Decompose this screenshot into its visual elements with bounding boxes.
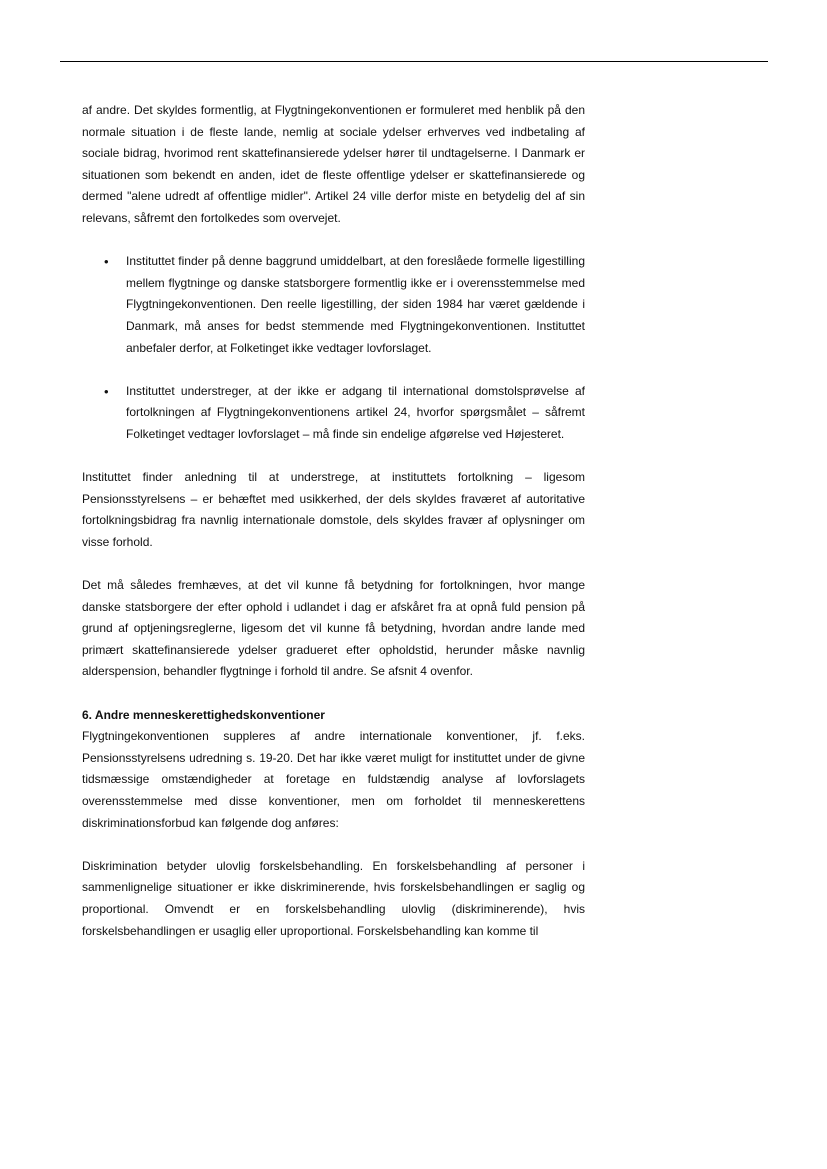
paragraph-emphasis: Det må således fremhæves, at det vil kunne få betydning for fortolkningen, hvor mange danske statsborgere der efter ophold i udlandet i dag er afskåret fra at opnå fuld pension på grund af optjeningsreglerne, ligesom det vil kunne få betydning, hvordan andre lande med primært skattefinansierede ydelser gradueret efter opholdstid, herunder måske navnlig alderspension, behandler flygtninge i forhold til andre. Se afsnit 4 ovenfor. [82, 578, 585, 679]
list-item [82, 251, 585, 359]
document-body [82, 100, 585, 942]
bullet-text: Instituttet understreger, at der ikke er adgang til international domstolsprøvelse af fortolkningen af Flygtningekonventionens artikel 24, hvorfor spørgsmålet – såfremt Folketinget vedtager lovforslaget – må finde sin endelige afgørelse ved Højesteret. [126, 383, 585, 441]
paragraph-discrimination: Diskrimination betyder ulovlig forskelsbehandling. En forskelsbehandling af personer i sammenlignelige situationer er ikke diskriminerende, hvis forskelsbehandlingen er saglig og proportional. Omvendt er en forskelsbehandling ulovlig (diskriminerende), hvis forskelsbehandlingen er usaglig eller uproportional. Forskelsbehandling kan komme til [82, 858, 585, 938]
bullet-text: Instituttet finder på denne baggrund umiddelbart, at den foreslåede formelle ligestilling mellem flygtninge og danske statsborgere formentlig ikke er i overensstemmelse med Flygtningekonventionen. Den reelle ligestilling, der siden 1984 har været gældende i Danmark, må anses for bedst stemmende med Flygtningekonventionen. Instituttet anbefaler derfor, at Folketinget ikke vedtager lovforslaget. [126, 254, 585, 355]
bullet-icon: • [104, 254, 109, 270]
paragraph-intro: af andre. Det skyldes formentlig, at Flygtningekonventionen er formuleret med henblik på den normale situation i de fleste lande, nemlig at sociale ydelser erhverves ved indbetaling af sociale bidrag, hvorimod rent skattefinansierede ydelser hører til undtagelserne. I Danmark er situationen som bekendt en anden, idet de fleste offentlige ydelser er skattefinansierede og dermed "alene udredt af offentlige midler". Artikel 24 ville derfor miste en betydelig del af sin relevans, såfremt den fortolkedes som overvejet. [82, 103, 585, 225]
paragraph-conventions: Flygtningekonventionen suppleres af andre internationale konventioner, jf. f.eks. Pensionsstyrelsens udredning s. 19-20. Det har ikke været muligt for instituttet under de givne tidsmæssige omstændigheder at foretage en fuldstændig analyse af lovforslagets overensstemmelse med disse konventioner, men om forholdet til menneskerettens diskriminationsforbud kan følgende dog anføres: [82, 729, 585, 830]
recommendation-list [82, 251, 585, 445]
list-item [82, 381, 585, 446]
paragraph-uncertainty: Instituttet finder anledning til at understrege, at instituttets fortolkning – ligesom Pensionsstyrelsens – er behæftet med usikkerhed, der dels skyldes fraværet af autoritative fortolkningsbidrag fra navnlig internationale domstole, dels skyldes fravær af oplysninger om visse forhold. [82, 470, 585, 549]
section-heading: 6. Andre menneskerettighedskonventioner [82, 707, 325, 722]
bullet-icon: • [104, 383, 109, 399]
header-rule [60, 61, 768, 62]
